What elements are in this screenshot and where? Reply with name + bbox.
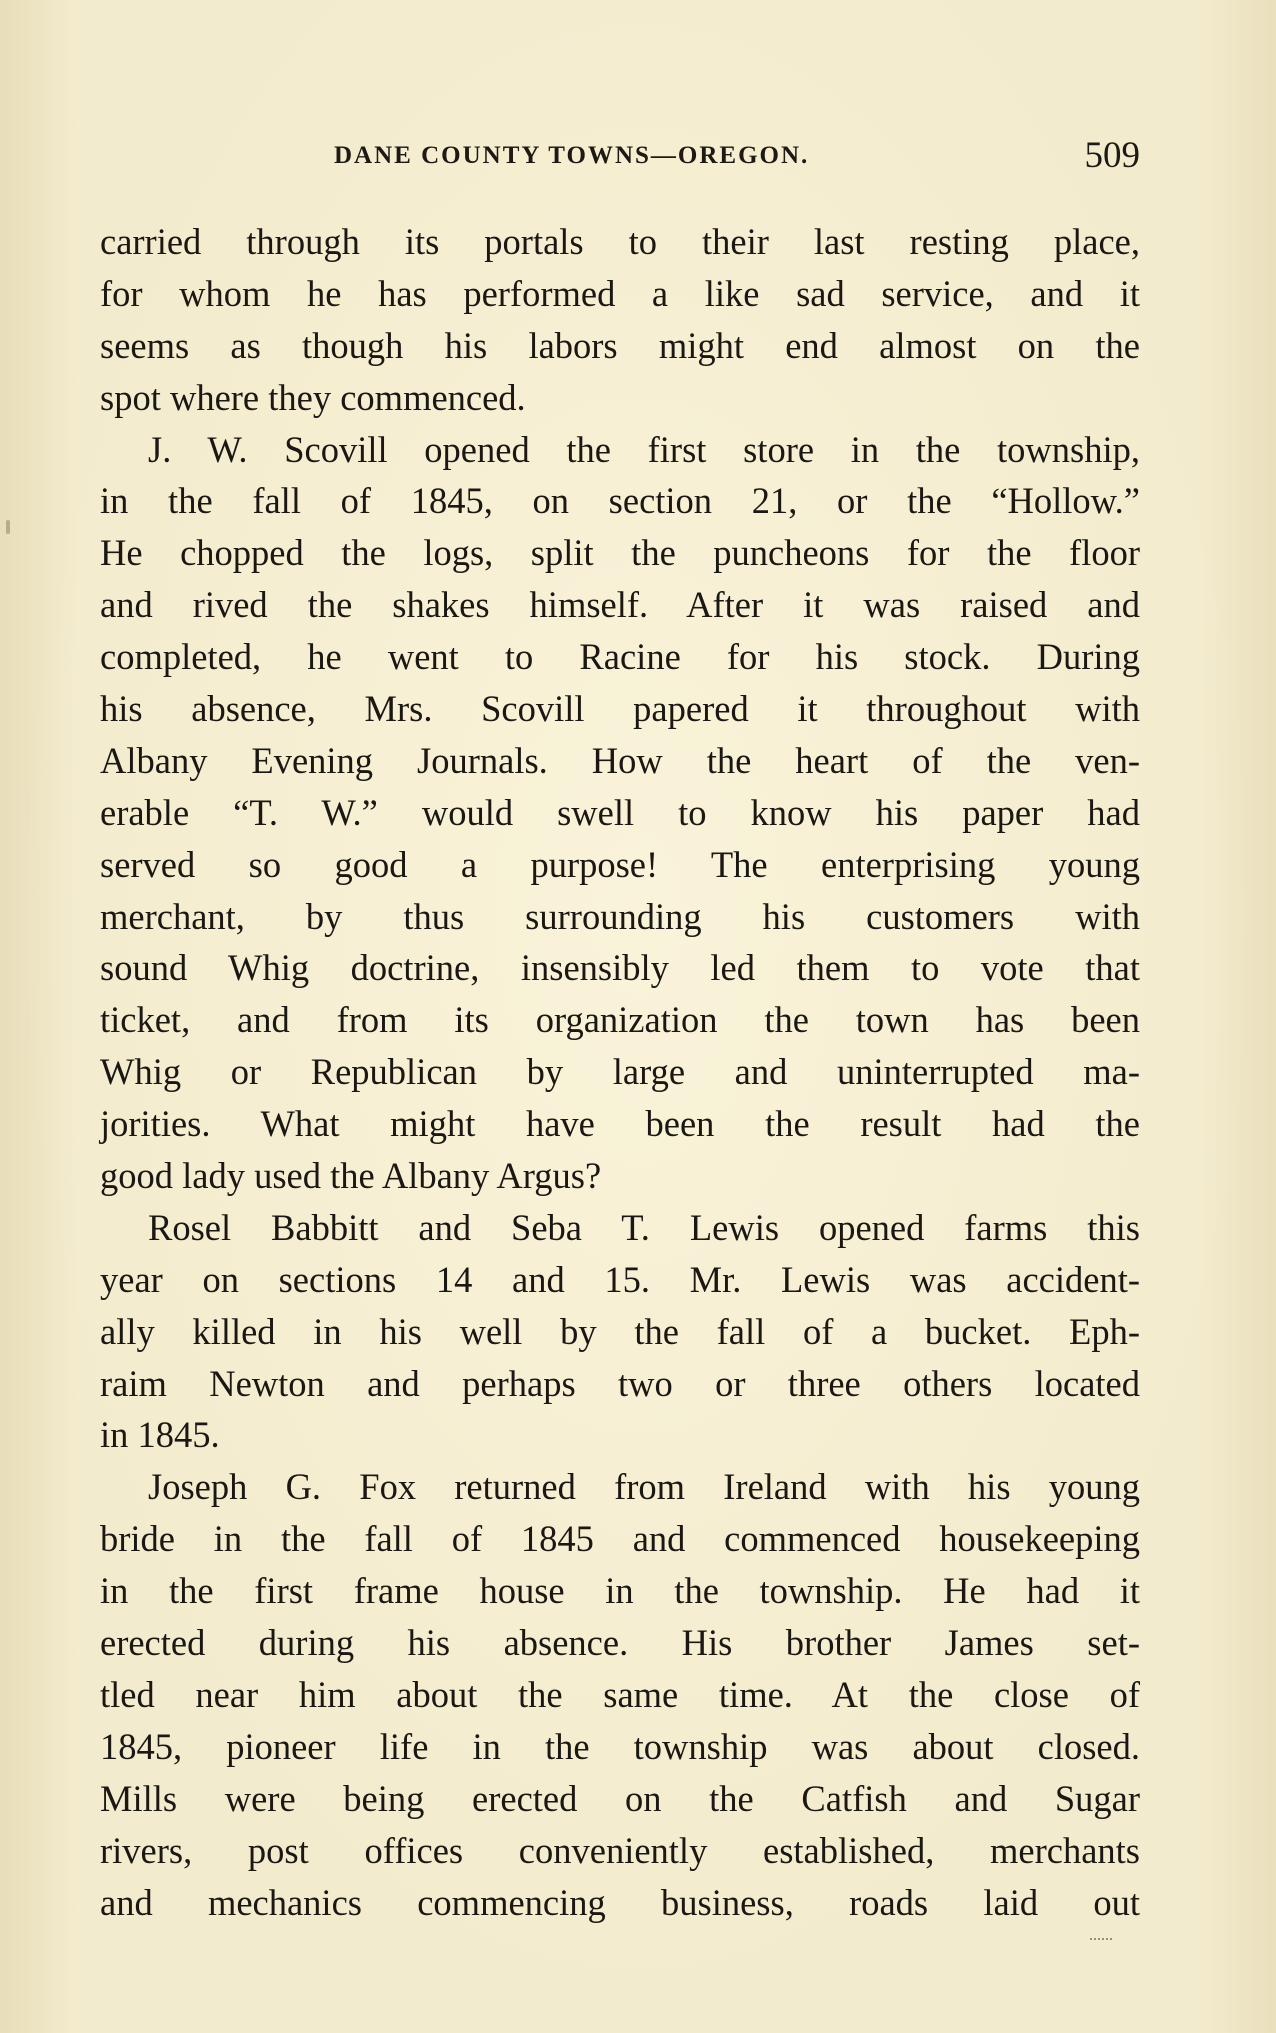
text-line: served so good a purpose! The enterprising young xyxy=(100,843,1140,885)
text-line: erected during his absence. His brother James set- xyxy=(100,1622,1140,1664)
text-line: good lady used the Albany Argus? xyxy=(100,1155,602,1197)
text-line: sound Whig doctrine, insensibly led them to vote that xyxy=(100,947,1140,989)
margin-mark xyxy=(6,520,10,534)
text-line: in the first frame house in the township. He had it xyxy=(100,1570,1140,1612)
text-line: rivers, post offices conveniently established, merchants xyxy=(100,1829,1140,1871)
footer-mark xyxy=(1090,1938,1112,1942)
text-line: in 1845. xyxy=(100,1414,220,1456)
body-text xyxy=(100,216,1140,1928)
paragraph-first-line: Rosel Babbitt and Seba T. Lewis opened farms this xyxy=(148,1206,1140,1248)
text-line: raim Newton and perhaps two or three others located xyxy=(100,1362,1140,1404)
text-line: Whig or Republican by large and uninterrupted ma- xyxy=(100,1051,1140,1093)
text-line: spot where they commenced. xyxy=(100,376,526,418)
text-line: carried through its portals to their last resting place, xyxy=(100,221,1140,262)
text-line: tled near him about the same time. At the close of xyxy=(100,1673,1140,1715)
text-line: bride in the fall of 1845 and commenced housekeeping xyxy=(100,1518,1140,1560)
text-line: He chopped the logs, split the puncheons for the floor xyxy=(100,532,1140,574)
text-line: his absence, Mrs. Scovill papered it throughout with xyxy=(100,688,1140,730)
running-title: DANE COUNTY TOWNS—OREGON. xyxy=(334,142,810,169)
page-number: 509 xyxy=(1084,135,1140,176)
text-line: seems as though his labors might end almost on the xyxy=(100,324,1140,366)
text-line: completed, he went to Racine for his stock. During xyxy=(100,636,1140,678)
text-line: Mills were being erected on the Catfish and Sugar xyxy=(100,1777,1140,1819)
text-line: in the fall of 1845, on section 21, or the “Hollow.” xyxy=(100,480,1140,522)
text-line: and rived the shakes himself. After it was raised and xyxy=(100,584,1140,626)
text-line: Albany Evening Journals. How the heart of the ven- xyxy=(100,739,1140,781)
text-line: 1845, pioneer life in the township was about closed. xyxy=(100,1725,1140,1767)
text-line: jorities. What might have been the result had the xyxy=(100,1103,1140,1145)
text-line: merchant, by thus surrounding his customers with xyxy=(100,895,1140,937)
text-line: and mechanics commencing business, roads laid out xyxy=(100,1881,1140,1923)
text-line: ally killed in his well by the fall of a bucket. Eph- xyxy=(100,1310,1140,1352)
text-line: year on sections 14 and 15. Mr. Lewis was accident- xyxy=(100,1258,1140,1300)
running-head xyxy=(100,135,1140,178)
text-line: erable “T. W.” would swell to know his paper had xyxy=(100,791,1140,833)
paragraph-first-line: Joseph G. Fox returned from Ireland with his young xyxy=(148,1466,1140,1508)
text-line: for whom he has performed a like sad service, and it xyxy=(100,272,1140,314)
text-line: ticket, and from its organization the town has been xyxy=(100,999,1140,1041)
paragraph-first-line: J. W. Scovill opened the first store in the township, xyxy=(148,428,1140,470)
